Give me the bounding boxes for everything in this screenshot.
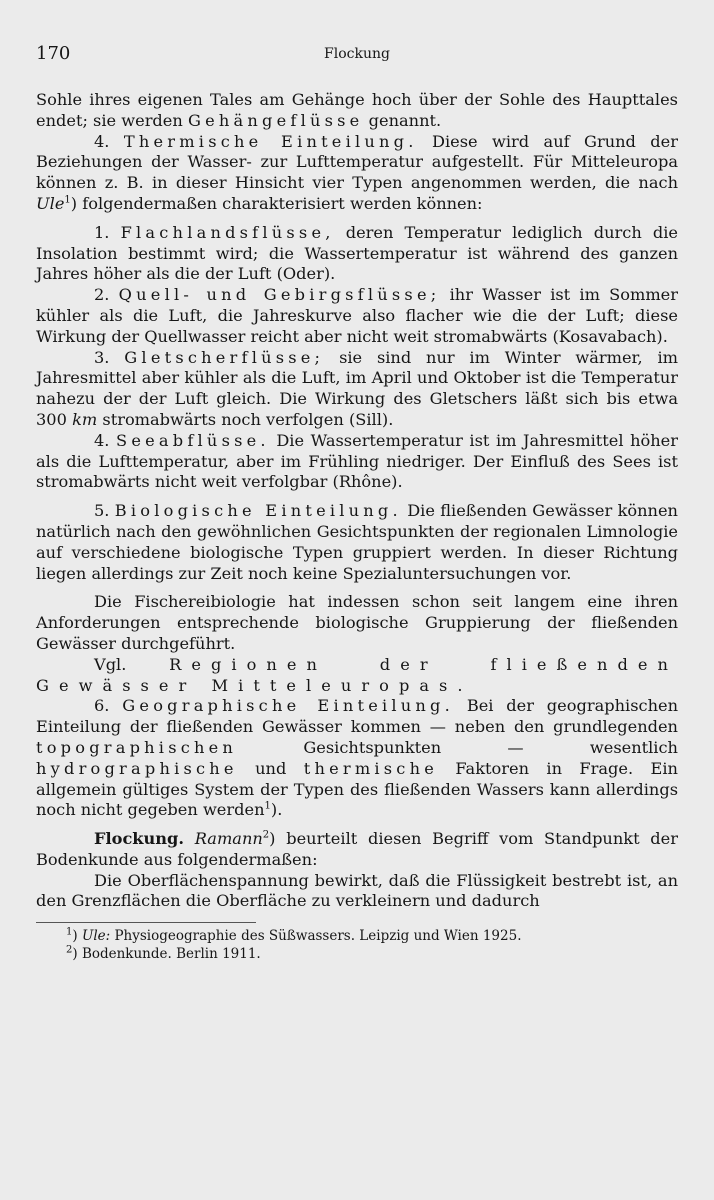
footnote-ref: 1: [64, 194, 71, 206]
paragraph-fishery-biology: Die Fischereibiologie hat indessen schon seit langem eine ihren Anforderungen entsprechende biologische Gruppierung der fließenden Gewässer durchgeführt.: [36, 592, 678, 653]
paragraph-flocculation: Flockung. Ramann$^2$) beurteilt diesen Begriff vom Standpunkt der Bodenkunde aus folgendermaßen:: [36, 829, 678, 869]
paragraph-thermal-classification: 4. Thermische Einteilung. Diese wird auf Grund der Beziehungen der Wasser- zur Lufttemperatur aufgestellt. Für Mitteleuropa können z. B. in dieser Hinsicht vier Typen angenommen werden, die nach Ule$^1$) folgendermaßen charakterisiert werden können:: [36, 131, 678, 213]
entry-heading: Flockung.: [94, 829, 185, 849]
footnote-ref: 2: [262, 829, 270, 841]
page-number: 170: [36, 43, 71, 64]
running-head: Flockung: [324, 46, 390, 62]
paragraph-geographic-classification: 6. Geographische Einteilung. Bei der geographischen Einteilung der fließenden Gewässer kommen — neben den grundlegenden topographischen Gesichtspunkten — wesentlich hydrographische und thermische Faktoren in Frage. Ein allgemein gültiges System der Typen des fließenden Wassers kann allerdings noch nicht gegeben werden$^1$).: [36, 696, 678, 820]
paragraph-biological-classification: 5. Biologische Einteilung. Die fließenden Gewässer können natürlich nach den gewöhnlichen Gesichtspunkten der regionalen Limnologie auf verschiedene biologische Typen gruppiert werden. In dieser Richtung liegen allerdings zur Zeit noch keine Spezialuntersuchungen vor.: [36, 501, 678, 583]
paragraph-see-also: Vgl. Regionen der fließenden Gewässer Mitteleuropas.: [36, 654, 678, 695]
paragraph-lake-outflows: 4. Seeabflüsse. Die Wassertemperatur ist im Jahresmittel höher als die Lufttemperatur, aber im Frühling niedriger. Der Einfluß des Sees ist stromabwärts nicht weit verfolgbar (Rhône).: [36, 430, 678, 492]
paragraph-lowland-rivers: 1. Flachlandsflüsse, deren Temperatur lediglich durch die Insolation bestimmt wird; die Wassertemperatur ist während des ganzen Jahres höher als die der Luft (Oder).: [36, 222, 678, 284]
footnote-1: $^1$) Ule: Physiogeographie des Süßwassers. Leipzig und Wien 1925.: [66, 926, 522, 945]
footnote-2: $^2$) Bodenkunde. Berlin 1911.: [66, 944, 261, 963]
paragraph-continuation: Sohle ihres eigenen Tales am Gehänge hoch über der Sohle des Haupttales endet; sie werden Gehängeflüsse genannt.: [36, 90, 678, 130]
footnote-ref: 1: [264, 800, 271, 812]
paragraph-surface-tension: Die Oberflächenspannung bewirkt, daß die Flüssigkeit bestrebt ist, an den Grenzflächen die Oberfläche zu verkleinern und dadurch: [36, 870, 678, 911]
paragraph-mountain-rivers: 2. Quell- und Gebirgsflüsse; ihr Wasser ist im Sommer kühler als die Luft, die Jahreskurve also flacher wie die der Luft; diese Wirkung der Quellwasser reicht aber nicht weit stromabwärts (Kosavabach).: [36, 285, 678, 346]
page-header: [36, 44, 678, 70]
paragraph-glacier-rivers: 3. Gletscherflüsse; sie sind nur im Winter wärmer, im Jahresmittel aber kühler als die Luft, im April und Oktober ist die Temperatur nahezu der der Luft gleich. Die Wirkung des Gletschers läßt sich bis etwa 300 km stromabwärts noch verfolgen (Sill).: [36, 347, 678, 429]
book-page: [36, 44, 678, 963]
